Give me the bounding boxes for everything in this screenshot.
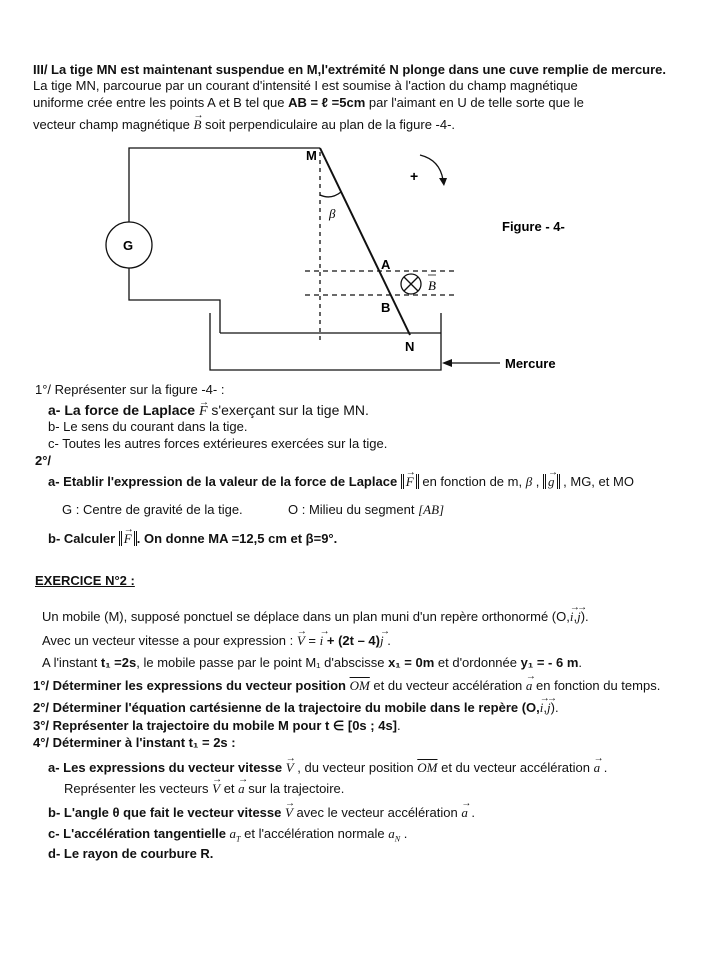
ex2-q3-end: . xyxy=(397,718,401,733)
q2-a-label: a- Etablir l'expression de la valeur de la force de Laplace xyxy=(48,474,401,489)
mercury-pointer-head xyxy=(442,359,452,367)
q2-a-text1: en fonction de m, xyxy=(418,474,526,489)
ex2-q4b-1: b- L'angle θ que fait le vecteur vitesse xyxy=(48,805,285,820)
q2-g xyxy=(62,502,243,518)
vector-f: → F xyxy=(199,404,208,420)
part3-text4a: vecteur champ magnétique xyxy=(33,117,194,132)
q2-a xyxy=(48,474,634,490)
ex2-q4a-5: Représenter les vecteurs xyxy=(64,781,213,796)
ex2-q1-c: en fonction du temps. xyxy=(532,678,661,693)
mercury-label: Mercure xyxy=(505,356,556,371)
vector-f-b: → F xyxy=(124,531,132,547)
part3-line3 xyxy=(33,95,584,111)
q2-ab-segment: [AB] xyxy=(418,502,445,517)
ex2-q4-text: 4°/ Déterminer à l'instant t₁ = 2s : xyxy=(33,735,236,750)
part3-text1: III/ La tige MN est maintenant suspendue en M,l'extrémité N plonge dans une cuve remplie de mercure. xyxy=(33,62,667,77)
label-b-field: B xyxy=(428,278,436,293)
q2-b-text: . On donne MA =12,5 cm et β=9°. xyxy=(136,531,338,546)
ex2-q4a-3: et du vecteur accélération xyxy=(437,760,594,775)
part3-text3a: uniforme crée entre les points A et B tel que xyxy=(33,95,289,110)
vector-v-4: → V xyxy=(285,805,293,821)
q2-beta: β xyxy=(525,474,533,489)
ex2-title xyxy=(35,573,135,589)
part3-line4 xyxy=(33,117,455,133)
norm-g xyxy=(543,474,560,489)
ex2-q4-b xyxy=(48,805,475,821)
vector-a-4: → a xyxy=(461,805,468,821)
q1-a xyxy=(48,402,369,420)
ex2-title-text: EXERCICE N°2 : xyxy=(35,573,135,588)
ex2-q4-a xyxy=(48,760,607,776)
q1-c-text: c- Toutes les autres forces extérieures exercées sur la tige. xyxy=(48,436,388,451)
a-tangential-sub: T xyxy=(236,834,241,844)
q2-b xyxy=(48,531,337,547)
ex2-q4c-3: et l'accélération normale xyxy=(240,826,389,841)
ex2-q4c-5: . xyxy=(400,826,408,841)
ex2-q4c-1: c- L'accélération tangentielle xyxy=(48,826,230,841)
a-normal xyxy=(388,826,401,844)
vector-j-3: → j xyxy=(547,700,551,716)
ex2-p2-eq: = xyxy=(304,633,320,648)
figure-4 xyxy=(0,140,718,380)
ex2-q3 xyxy=(33,718,401,734)
ex2-q4b-2: avec le vecteur accélération xyxy=(292,805,462,820)
q2-o-text: O : Milieu du segment xyxy=(288,502,419,517)
ex2-q1-b: et du vecteur accélération xyxy=(369,678,526,693)
part3-ab-length: AB = ℓ =5cm xyxy=(288,95,366,110)
ex2-p1-comma: , xyxy=(573,609,578,624)
vector-a: → a xyxy=(526,678,533,694)
q1-c xyxy=(48,436,387,452)
ex2-p1-end: ). xyxy=(580,609,589,624)
q1-title-text: 1°/ Représenter sur la figure -4- : xyxy=(35,382,225,397)
q1-b-text: b- Le sens du courant dans la tige. xyxy=(48,419,248,434)
vector-j: → j xyxy=(577,609,581,625)
ex2-p2-text: Avec un vecteur vitesse a pour expression : xyxy=(42,633,297,648)
ex2-q4-a2 xyxy=(64,781,344,797)
ex2-q4-c xyxy=(48,826,407,848)
q1-title xyxy=(35,382,224,398)
ex2-q4 xyxy=(33,735,236,751)
ex2-q4b-3: . xyxy=(467,805,476,820)
ex2-q2-comma: , xyxy=(543,700,548,715)
rotation-arrow-head xyxy=(439,178,447,186)
label-beta: β xyxy=(329,206,336,221)
part3-text4c: soit perpendiculaire au plan de la figure -4-. xyxy=(201,117,456,132)
part3-text2: La tige MN, parcourue par un courant d'intensité I est soumise à l'action du champ magnétique xyxy=(33,78,578,93)
q2-title-text: 2°/ xyxy=(35,453,52,468)
label-m: M xyxy=(306,148,317,163)
ex2-q4-d xyxy=(48,846,213,862)
ex2-q4a-7: sur la trajectoire. xyxy=(244,781,345,796)
a-tangential xyxy=(229,826,241,844)
label-n: N xyxy=(405,339,415,354)
q1-b xyxy=(48,419,247,435)
ex2-q2 xyxy=(33,700,559,716)
ex2-q1 xyxy=(33,678,660,694)
a-normal-sub: N xyxy=(394,834,401,844)
q1-a-text: s'exerçant sur la tige MN. xyxy=(207,402,369,418)
vector-a-2: → a xyxy=(594,760,601,776)
a-tangential-letter: a xyxy=(229,826,237,841)
part3-text3c: par l'aimant en U de telle sorte que le xyxy=(365,95,584,110)
ex2-p3-x1: x₁ = 0m xyxy=(388,655,435,670)
q2-o xyxy=(288,502,444,518)
ex2-p3-t1: t₁ =2s xyxy=(100,655,137,670)
ex2-p3-g: . xyxy=(578,655,582,670)
ex2-q2-a: 2°/ Déterminer l'équation cartésienne de la trajectoire du mobile dans le repère (O, xyxy=(33,700,540,715)
circuit-wire-bottom xyxy=(129,268,220,333)
ex2-p3 xyxy=(42,655,582,671)
ex2-q4a-1: a- Les expressions du vecteur vitesse xyxy=(48,760,286,775)
ex2-p3-y1: y₁ = - 6 m xyxy=(520,655,579,670)
ex2-p1-text: Un mobile (M), supposé ponctuel se déplace dans un plan muni d'un repère orthonormé (O, xyxy=(42,609,570,624)
ex2-p3-e: et d'ordonnée xyxy=(434,655,521,670)
label-plus: + xyxy=(410,168,419,184)
ex2-q4d: d- Le rayon de courbure R. xyxy=(48,846,214,861)
beta-arc xyxy=(320,192,341,197)
ex2-p2-expr: + (2t – 4) xyxy=(323,633,380,648)
norm-f-b xyxy=(119,531,137,546)
ex2-p2-end: . xyxy=(383,633,391,648)
ex2-p2 xyxy=(42,633,391,649)
vector-v: → V xyxy=(297,633,305,649)
ex2-q3-interval: [0s ; 4s] xyxy=(347,718,398,733)
ex2-q1-a: 1°/ Déterminer les expressions du vecteur position xyxy=(33,678,350,693)
q2-a-text2: , MG, et MO xyxy=(559,474,634,489)
vector-v-3: → V xyxy=(212,781,220,797)
ex2-p1 xyxy=(42,609,589,625)
vector-om-2: $\overline{OM}$ xyxy=(417,760,438,775)
vector-j-2: → j xyxy=(380,633,384,649)
circuit-wire-top xyxy=(129,148,320,222)
vector-f-norm: → F xyxy=(406,474,414,490)
q2-a-sep: , xyxy=(532,474,544,489)
ex2-p3-c: , le mobile passe par le point M₁ d'abscisse xyxy=(136,655,389,670)
ex2-q3-a: 3°/ Représenter la trajectoire du mobile M pour t ∈ xyxy=(33,718,348,733)
q2-g-text: G : Centre de gravité de la tige. xyxy=(62,502,243,517)
vector-om: $\overline{OM}$ xyxy=(349,678,370,693)
part3-line2 xyxy=(33,78,578,94)
vector-v-2: → V xyxy=(286,760,294,776)
figure-caption: Figure - 4- xyxy=(502,219,565,234)
norm-f xyxy=(401,474,419,489)
ex2-q4a-6: et xyxy=(220,781,239,796)
vector-i-2: → i xyxy=(320,633,324,649)
vector-g: → g xyxy=(548,474,555,490)
vector-i-3: → i xyxy=(540,700,544,716)
vector-i: → i xyxy=(570,609,574,625)
ex2-q4a-2: , du vecteur position xyxy=(293,760,418,775)
label-a: A xyxy=(381,257,391,272)
label-b: B xyxy=(381,300,391,315)
ex2-q4a-4: . xyxy=(600,760,608,775)
ex2-p3-a: A l'instant xyxy=(42,655,101,670)
q2-title xyxy=(35,453,51,469)
rotation-arrow xyxy=(420,155,443,180)
part3-line1 xyxy=(33,62,666,78)
label-g: G xyxy=(123,238,134,253)
q1-a-label: a- La force de Laplace xyxy=(48,402,199,418)
vector-a-3: → a xyxy=(238,781,245,797)
rod-mn xyxy=(320,148,410,335)
ex2-q2-end: ). xyxy=(550,700,559,715)
a-normal-letter: a xyxy=(388,826,395,841)
vector-b: → B xyxy=(193,117,201,133)
q2-b-label: b- Calculer xyxy=(48,531,119,546)
